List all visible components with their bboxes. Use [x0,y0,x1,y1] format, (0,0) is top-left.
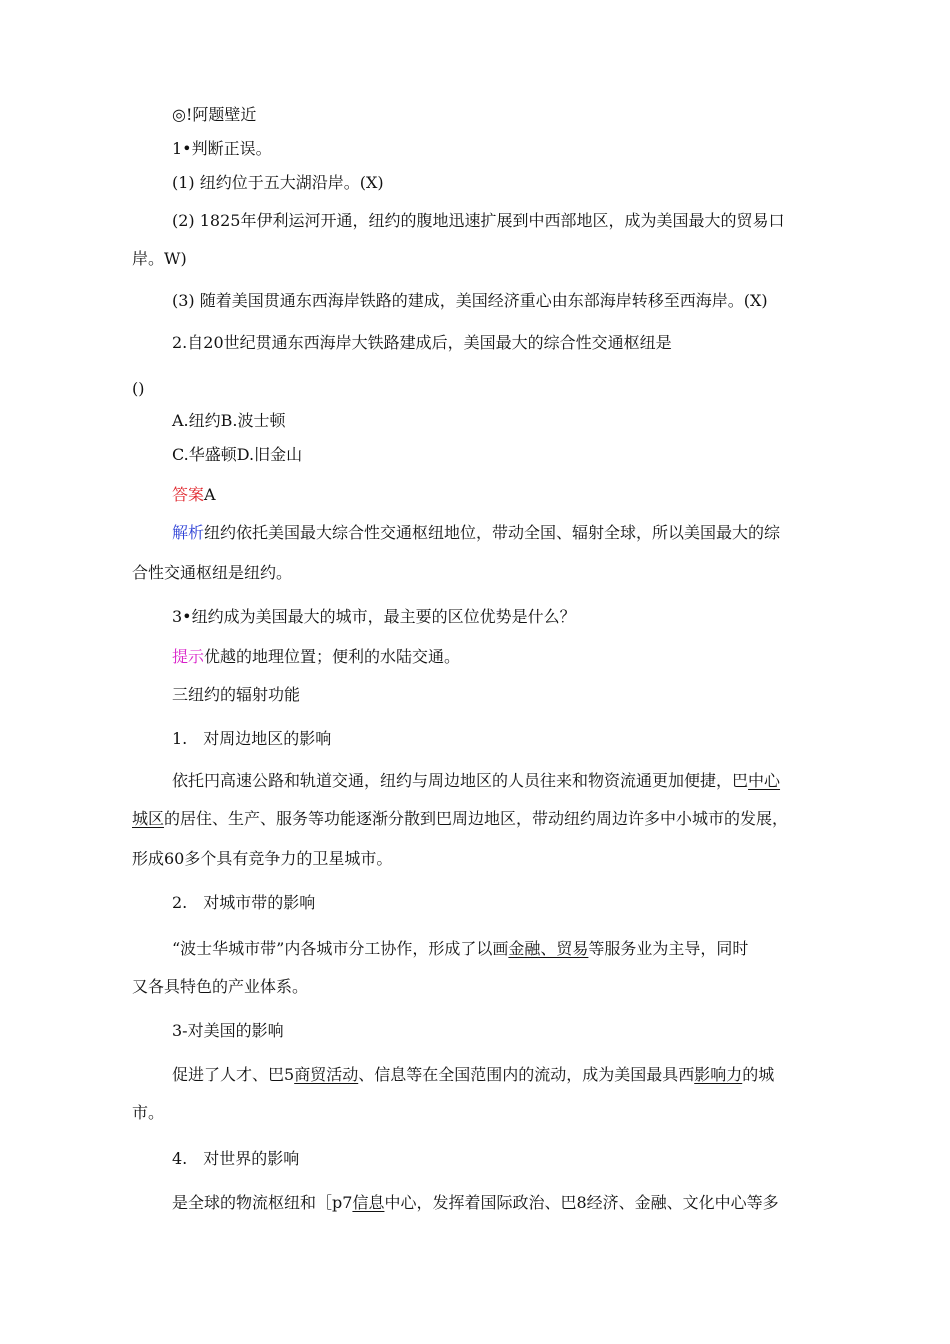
s1-underlined-b: 城区 [132,809,165,828]
subsection-3-title: 3-对美国的影响 [172,1021,284,1040]
subsection-4-line-1 [172,1192,779,1214]
s3-text-c: 的城 [742,1065,775,1084]
section-3-title: 三纽约的辐射功能 [172,685,301,704]
q3-stem: 3•纽约成为美国最大的城市，最主要的区位优势是什么？ [172,607,576,626]
hint-label: 提示 [172,647,205,666]
subsection-1-line-1 [172,770,780,792]
q1-item-2a: (2) 1825年伊利运河开通，纽约的腹地迅速扩展到中西部地区，成为美国最大的贸易口 [172,211,785,230]
s4-text-b: 中心，发挥着国际政治、巴8经济、金融、文化中心等多 [384,1193,779,1212]
subsection-2-line-1 [172,938,748,960]
q2-options-ab: A.纽约B.波士顿 [172,411,286,430]
s3-underlined-b: 影响力 [694,1065,743,1084]
answer-value: A [204,485,216,504]
s4-text-a: 是全球的物流枢纽和［p7 [172,1193,353,1212]
subsection-1-title: 1. 对周边地区的影响 [172,729,332,748]
subsection-3-line-1 [172,1064,774,1086]
q2-answer-line [172,484,216,506]
s3-text-a: 促进了人才、巴5 [172,1065,295,1084]
q2-analysis-line-2: 合性交通枢纽是纽约。 [132,563,293,582]
answer-label: 答案 [172,485,205,504]
subsection-3-line-2: 市。 [132,1103,165,1122]
s2-text-a: “波士华城市带”内各城市分工协作，形成了以画 [172,939,509,958]
s1-text-a: 依托円高速公路和轨道交通，纽约与周边地区的人员往来和物资流通更加便捷，巴 [172,771,749,790]
s1-text-b: 的居住、生产、服务等功能逐渐分散到巴周边地区，带动纽约周边许多中小城市的发展， [164,809,789,828]
q2-stem: 2.自20世纪贯通东西海岸大铁路建成后，美国最大的综合性交通枢纽是 [172,333,672,352]
subsection-4-title: 4. 对世界的影响 [172,1149,300,1168]
s2-underlined: 金融、贸易 [508,939,589,958]
s3-underlined-a: 商贸活动 [294,1065,359,1084]
q2-options-cd: C.华盛顿D.旧金山 [172,445,303,464]
s1-underlined-a: 中心 [748,771,781,790]
q1-title: 1•判断正误。 [172,139,272,158]
q1-item-2b: 岸。W) [132,249,187,268]
subsection-1-line-2 [132,808,788,830]
q1-item-1: (1) 纽约位于五大湖沿岸。(X) [172,173,384,192]
subsection-2-line-2: 又各具特色的产业体系。 [132,977,309,996]
header: ◎!阿题壁近 [172,105,257,124]
analysis-label: 解析 [172,523,205,542]
q1-item-3: (3) 随着美国贯通东西海岸铁路的建成，美国经济重心由东部海岸转移至西海岸。(X) [172,291,768,310]
hint-text: 优越的地理位置；便利的水陆交通。 [204,647,461,666]
subsection-2-title: 2. 对城市带的影响 [172,893,316,912]
s2-text-b: 等服务业为主导，同时 [588,939,749,958]
q3-hint-line [172,646,460,668]
q2-paren: () [132,379,145,398]
s3-text-b: 、信息等在全国范围内的流动，成为美国最具西 [358,1065,695,1084]
analysis-text-a: 纽约依托美国最大综合性交通枢纽地位，带动全国、辐射全球，所以美国最大的综 [204,523,781,542]
s4-underlined: 信息 [352,1193,385,1212]
subsection-1-line-3: 形成60多个具有竞争力的卫星城市。 [132,849,393,868]
q2-analysis-line-1 [172,522,780,544]
